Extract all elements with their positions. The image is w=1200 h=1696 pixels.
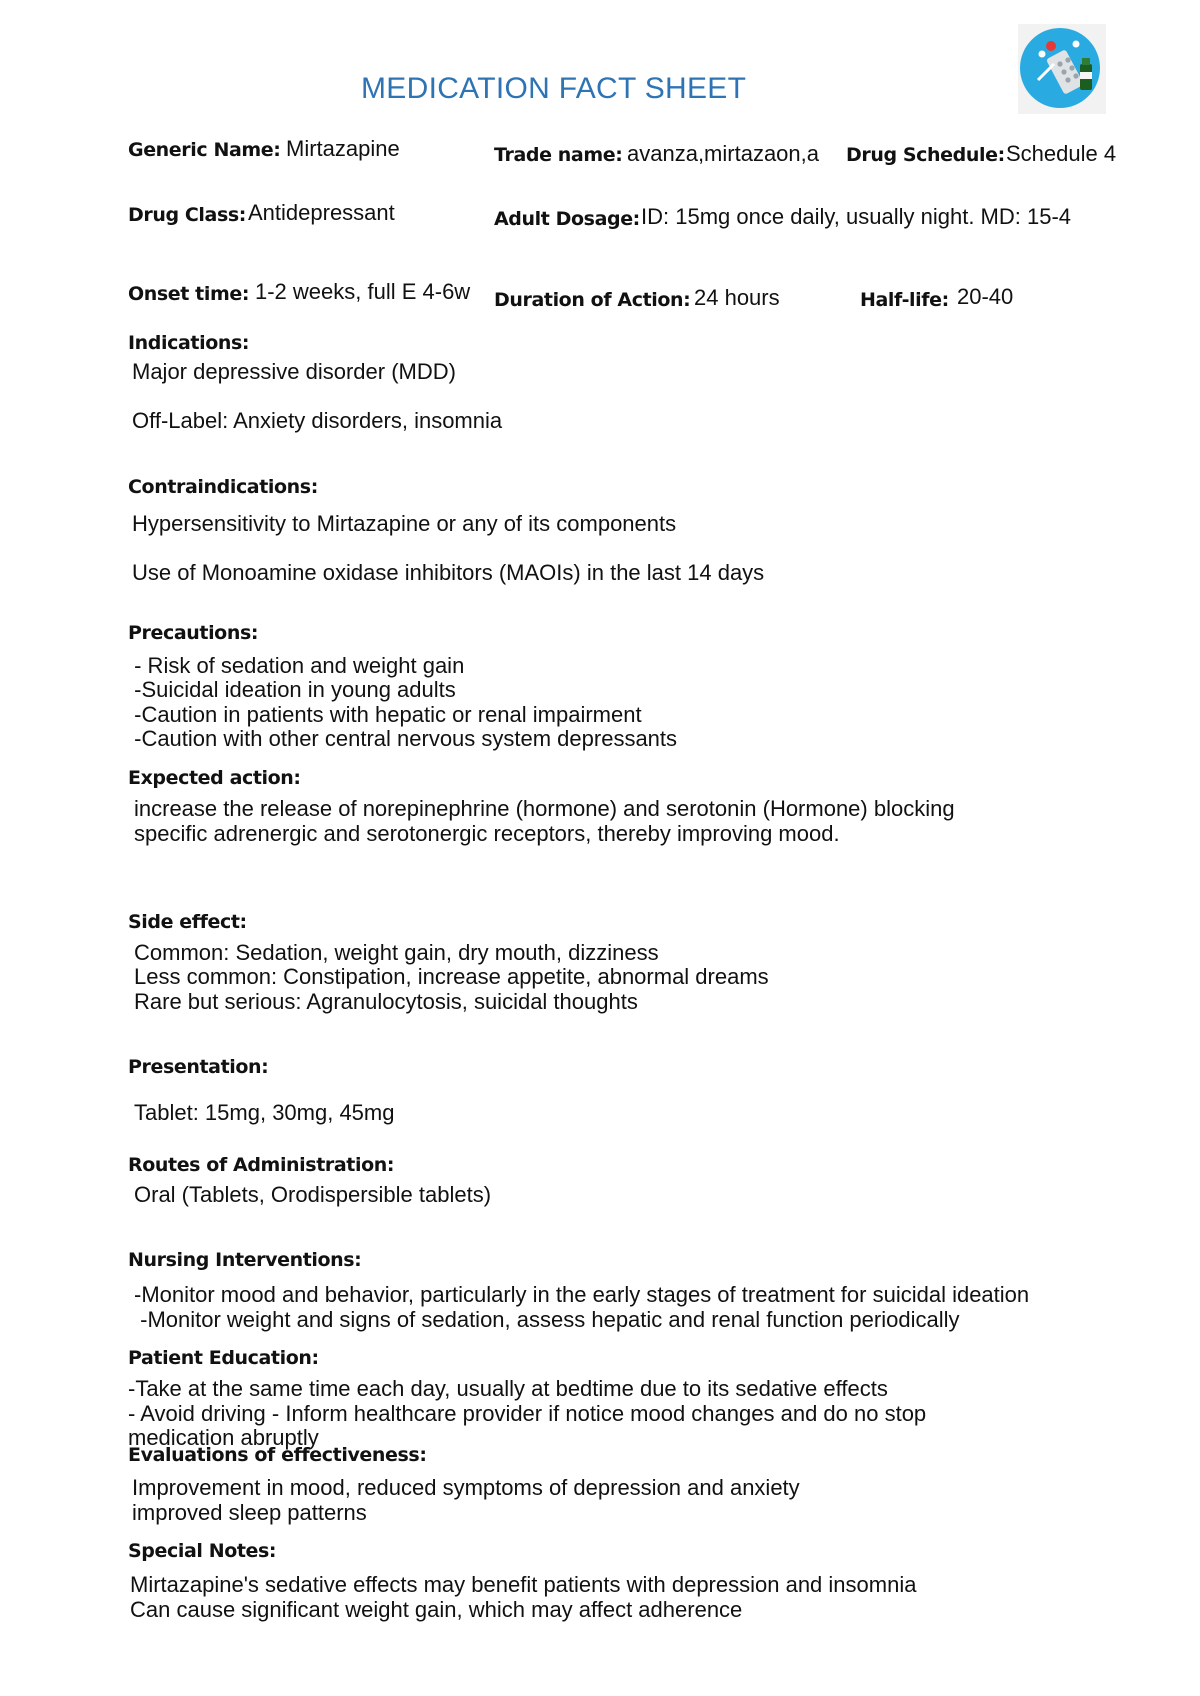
precautions-line: -Caution with other central nervous system depressants	[128, 726, 678, 751]
drug-class-value: Antidepressant	[248, 200, 395, 225]
patient-education-line: - Avoid driving - Inform healthcare provider if notice mood changes and do no stop	[128, 1400, 927, 1426]
nursing-heading: Nursing Interventions:	[128, 1249, 362, 1271]
drug-schedule-value: Schedule 4	[1006, 141, 1117, 166]
special-notes-line: Can cause significant weight gain, which may affect adherence	[130, 1597, 743, 1622]
side-effect-heading: Side effect:	[128, 911, 247, 933]
presentation-line: Tablet: 15mg, 30mg, 45mg	[134, 1100, 395, 1125]
half-life-label: Half-life:	[860, 289, 949, 311]
evaluation-line: improved sleep patterns	[132, 1500, 367, 1525]
indications-heading: Indications:	[128, 332, 250, 354]
trade-name-value: avanza,mirtazaon,a	[627, 141, 819, 166]
special-notes-heading: Special Notes:	[128, 1540, 277, 1562]
special-notes-line: Mirtazapine's sedative effects may benefit patients with depression and insomnia	[130, 1572, 917, 1597]
side-effect-line: Common: Sedation, weight gain, dry mouth, dizziness	[134, 940, 659, 965]
routes-heading: Routes of Administration:	[128, 1154, 395, 1176]
contraindications-line: Use of Monoamine oxidase inhibitors (MAOIs) in the last 14 days	[132, 560, 765, 585]
nursing-line: -Monitor mood and behavior, particularly in the early stages of treatment for suicidal ideation	[134, 1282, 1030, 1307]
indications-line: Major depressive disorder (MDD)	[132, 359, 456, 384]
page-title: MEDICATION FACT SHEET	[361, 72, 747, 105]
precautions-line: -Suicidal ideation in young adults	[128, 677, 456, 702]
indications-line: Off-Label: Anxiety disorders, insomnia	[132, 408, 503, 433]
contraindications-line: Hypersensitivity to Mirtazapine or any of its components	[132, 511, 677, 536]
expected-action-heading: Expected action:	[128, 767, 301, 789]
duration-value: 24 hours	[694, 285, 780, 310]
drug-class-label: Drug Class:	[128, 204, 246, 226]
precautions-heading: Precautions:	[128, 622, 259, 644]
duration-label: Duration of Action:	[494, 289, 691, 311]
half-life-value: 20-40	[957, 284, 1014, 309]
evaluation-heading: Evaluations of effectiveness:	[128, 1444, 427, 1466]
contraindications-heading: Contraindications:	[128, 476, 318, 498]
trade-name-label: Trade name:	[494, 144, 623, 166]
onset-time-label: Onset time:	[128, 283, 250, 305]
patient-education-line: medication abruptly	[128, 1425, 319, 1450]
expected-action-line: increase the release of norepinephrine (hormone) and serotonin (Hormone) blocking	[134, 796, 955, 821]
precautions-line: -Caution in patients with hepatic or renal impairment	[128, 702, 642, 727]
side-effect-line: Less common: Constipation, increase appetite, abnormal dreams	[134, 964, 769, 989]
generic-name-value: Mirtazapine	[286, 136, 400, 161]
drug-schedule-label: Drug Schedule:	[846, 144, 1005, 166]
presentation-heading: Presentation:	[128, 1056, 269, 1078]
patient-education-line: -Take at the same time each day, usually at bedtime due to its sedative effects	[128, 1376, 888, 1401]
evaluation-line: Improvement in mood, reduced symptoms of depression and anxiety	[132, 1475, 800, 1500]
generic-name-label: Generic Name:	[128, 139, 281, 161]
nursing-line: -Monitor weight and signs of sedation, assess hepatic and renal function periodically	[134, 1307, 960, 1332]
side-effect-line: Rare but serious: Agranulocytosis, suicidal thoughts	[134, 989, 638, 1014]
expected-action-line: specific adrenergic and serotonergic receptors, thereby improving mood.	[134, 821, 840, 846]
adult-dosage-value: ID: 15mg once daily, usually night. MD: 15-4	[641, 204, 1072, 229]
adult-dosage-label: Adult Dosage:	[494, 208, 640, 230]
medication-icon	[1018, 24, 1106, 114]
onset-time-value: 1-2 weeks, full E 4-6w	[255, 279, 471, 304]
patient-education-heading: Patient Education:	[128, 1347, 319, 1369]
routes-line: Oral (Tablets, Orodispersible tablets)	[134, 1182, 492, 1207]
patient-education-block	[128, 1376, 1128, 1450]
logo	[1018, 24, 1106, 114]
precautions-line: - Risk of sedation and weight gain	[128, 653, 465, 678]
